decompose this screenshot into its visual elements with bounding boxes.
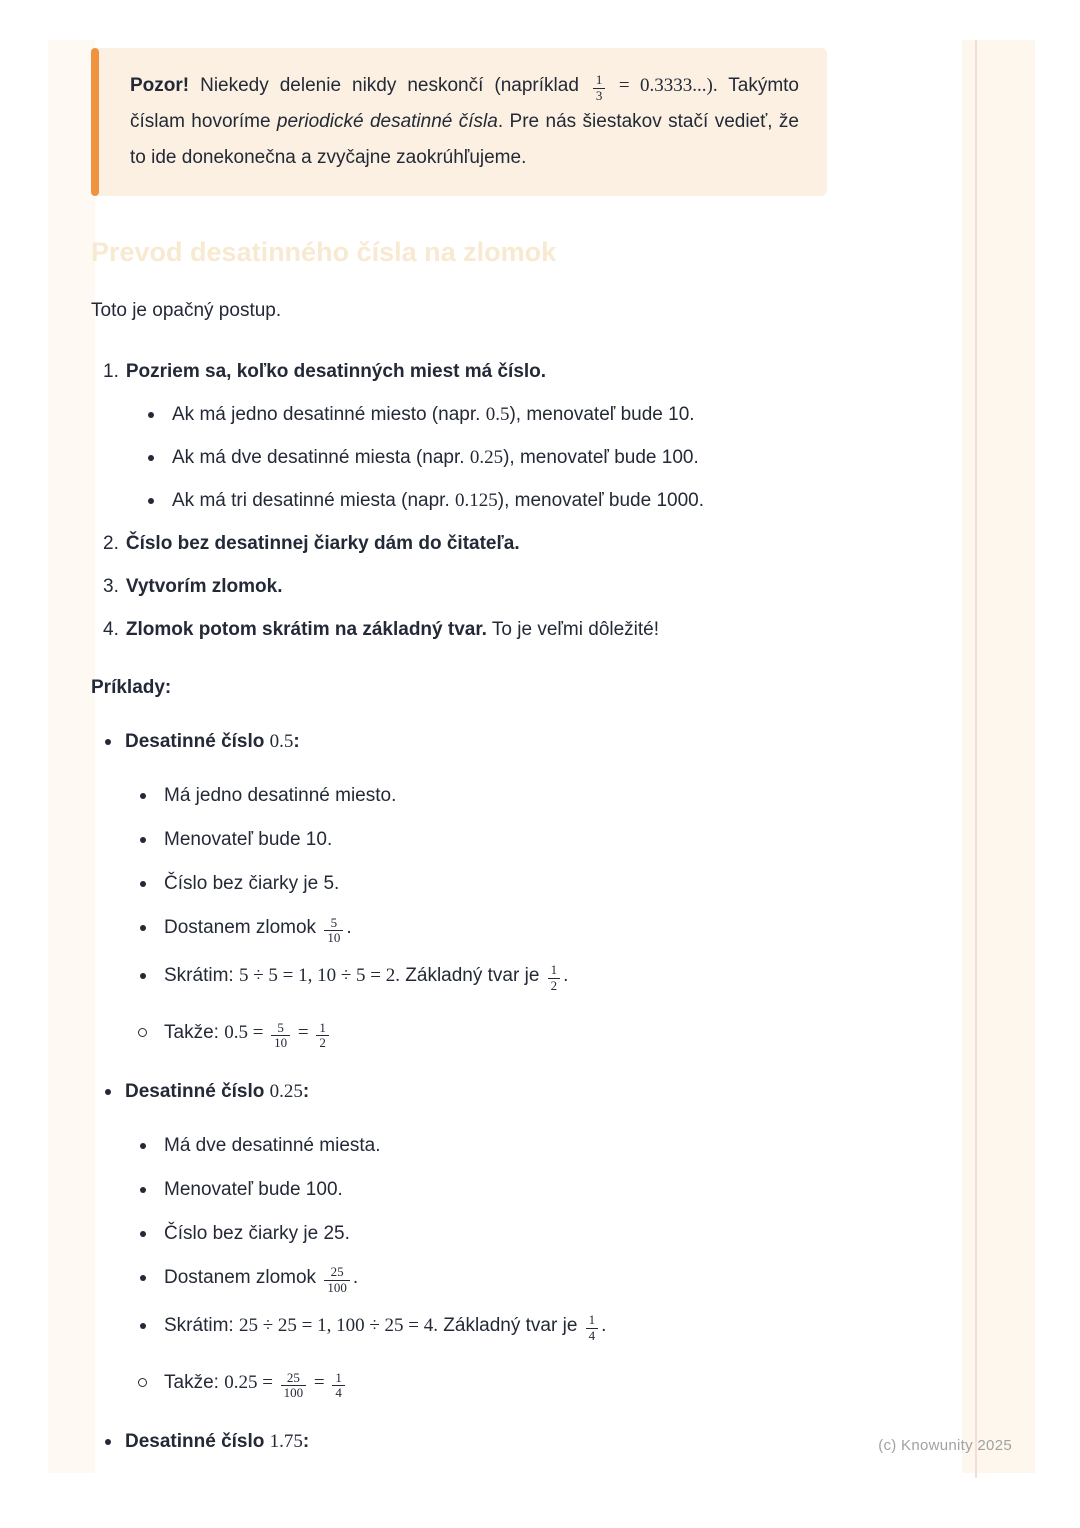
substep-item: Ak má dve desatinné miesta (napr. 0.25), menovateľ bude 100. bbox=[148, 444, 827, 472]
example-result-item: Takže: 0.25 = $\frac{25}{100}$ = $\frac{1}{4}$ bbox=[140, 1369, 827, 1401]
intro-text: Toto je opačný postup. bbox=[91, 300, 282, 322]
fraction: $\frac{25}{100}$ bbox=[281, 1371, 307, 1401]
step-number: 4. bbox=[103, 619, 119, 641]
example-detail-item: Menovateľ bude 10. bbox=[140, 826, 827, 854]
fraction: $\frac{5}{10}$ bbox=[324, 916, 343, 946]
example-item-05 bbox=[91, 728, 827, 1051]
step-item-1 bbox=[103, 358, 827, 515]
copyright-notice: (c) Knowunity 2025 bbox=[878, 1437, 1012, 1454]
substep-item: Ak má tri desatinné miesta (napr. 0.125), menovateľ bude 1000. bbox=[148, 487, 827, 515]
example-title: Desatinné číslo 0.5: bbox=[125, 731, 300, 753]
section-heading: Prevod desatinného čísla na zlomok bbox=[91, 237, 557, 267]
fraction: $\frac{1}{4}$ bbox=[332, 1371, 345, 1401]
examples-list bbox=[91, 728, 827, 1455]
example-result-item: Takže: 0.5 = $\frac{5}{10}$ = $\frac{1}{2}$ bbox=[140, 1019, 827, 1051]
example-detail-item: Číslo bez čiarky je 5. bbox=[140, 870, 827, 898]
warning-callout bbox=[91, 48, 827, 196]
substeps-list bbox=[148, 401, 827, 515]
step-item-3 bbox=[103, 573, 827, 601]
examples-label: Príklady: bbox=[91, 677, 172, 699]
example-detail-item: Dostanem zlomok $\frac{25}{100}$ . bbox=[140, 1264, 827, 1296]
example-detail-item: Má jedno desatinné miesto. bbox=[140, 782, 827, 810]
fraction: $\frac{1}{3}$ bbox=[593, 73, 606, 103]
example-detail-item: Dostanem zlomok $\frac{5}{10}$ . bbox=[140, 914, 827, 946]
example-title: Desatinné číslo 1.75: bbox=[125, 1430, 310, 1452]
example-detail-item: Skrátim: 25 ÷ 25 = 1, 100 ÷ 25 = 4. Základný tvar je $\frac{1}{4}$ . bbox=[140, 1312, 827, 1344]
example-detail-item: Skrátim: 5 ÷ 5 = 1, 10 ÷ 5 = 2. Základný tvar je $\frac{1}{2}$ . bbox=[140, 962, 827, 994]
example-item-025 bbox=[91, 1078, 827, 1401]
fraction: $\frac{1}{2}$ bbox=[548, 963, 561, 993]
scan-artifact-band-left bbox=[48, 40, 95, 1473]
scan-artifact-line bbox=[975, 40, 977, 1478]
callout-accent-bar bbox=[91, 48, 99, 196]
step-number: 3. bbox=[103, 576, 119, 598]
example-detail-list bbox=[140, 1132, 827, 1401]
step-text: Číslo bez desatinnej čiarky dám do čitateľa. bbox=[125, 533, 520, 555]
fraction: $\frac{1}{4}$ bbox=[586, 1313, 599, 1343]
example-title: Desatinné číslo 0.25: bbox=[125, 1081, 310, 1103]
example-item-175 bbox=[91, 1428, 827, 1456]
example-detail-item: Číslo bez čiarky je 25. bbox=[140, 1220, 827, 1248]
step-number: 1. bbox=[103, 361, 119, 383]
fraction: $\frac{1}{2}$ bbox=[316, 1021, 329, 1051]
scan-artifact-band-right bbox=[962, 40, 1035, 1473]
step-text: Vytvorím zlomok. bbox=[125, 576, 283, 598]
fraction: $\frac{25}{100}$ bbox=[324, 1265, 350, 1295]
fraction: $\frac{5}{10}$ bbox=[271, 1021, 290, 1051]
step-item-4 bbox=[103, 616, 827, 644]
callout-text: Pozor! Niekedy delenie nikdy neskončí (napríklad $\frac{1}{3}$ = 0.3333...). Takýmto číslam hovoríme periodické desatinné čísla. Pre nás šiestakov stačí vedieť, že to ide donekonečna a zvyčajne zaokrúhľujeme. bbox=[130, 72, 799, 168]
step-text: Pozriem sa, koľko desatinných miest má číslo. bbox=[125, 361, 547, 383]
substep-item: Ak má jedno desatinné miesto (napr. 0.5), menovateľ bude 10. bbox=[148, 401, 827, 429]
steps-list bbox=[91, 358, 827, 644]
document-content bbox=[91, 48, 827, 1456]
step-number: 2. bbox=[103, 533, 119, 555]
example-detail-item: Menovateľ bude 100. bbox=[140, 1176, 827, 1204]
example-detail-list bbox=[140, 782, 827, 1051]
step-item-2 bbox=[103, 530, 827, 558]
step-text: Zlomok potom skrátim na základný tvar. To je veľmi dôležité! bbox=[125, 619, 660, 641]
example-detail-item: Má dve desatinné miesta. bbox=[140, 1132, 827, 1160]
